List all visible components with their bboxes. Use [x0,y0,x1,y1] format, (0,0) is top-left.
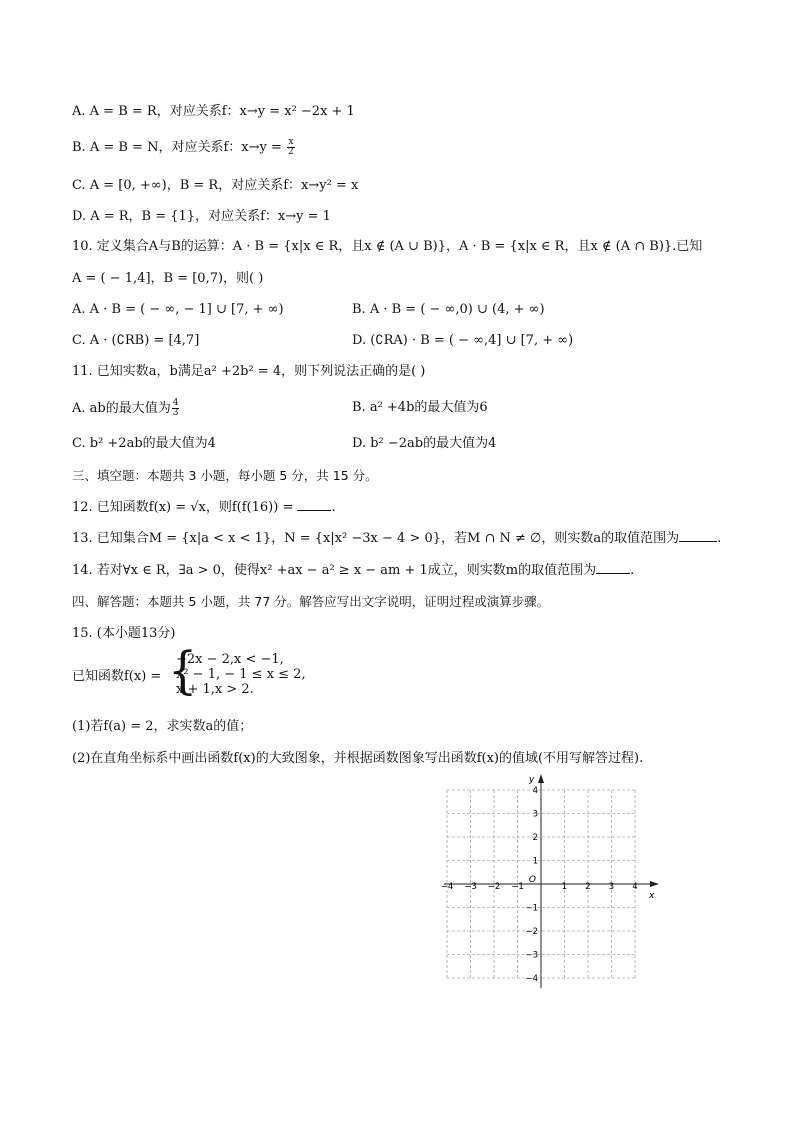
q11-option-c: C. b² +2ab的最大值为4 [72,436,216,451]
q15-piecewise-pieces [176,652,306,697]
y-tick-label: 1 [532,856,538,867]
q14-text: 14. 若对∀x ∈ R，∃a > 0，使得x² +ax − a² ≥ x − am + 1成立，则实数m的取值范围为 [72,563,597,578]
y-axis-arrow [538,774,544,783]
q15-piecewise-brace: { [168,640,198,700]
x-tick-label: 2 [585,882,591,892]
q11-a-frac-den: 3 [172,408,179,418]
q11-option-b: B. a² +4b的最大值为6 [352,400,488,415]
q15-function-prefix: 已知函数f(x) = [72,669,162,684]
q14-answer-blank[interactable] [596,561,630,574]
q9-b-frac-num: x [288,137,294,147]
q11-option-a [72,399,180,418]
q14-end: . [630,563,635,578]
q10-stem-line1: 10. 定义集合A与B的运算：A · B = {x|x ∈ R，且x ∉ (A ∪ B)}，A · B = {x|x ∈ R，且x ∉ (A ∩ B)}.已知 [72,239,703,254]
x-tick-label: −4 [440,882,454,892]
q11-option-a-text: A. ab的最大值为 [72,401,171,416]
x-axis-arrow [650,881,659,887]
axes [444,774,659,988]
q13-answer-blank[interactable] [679,529,717,542]
y-tick-label: 4 [532,786,538,796]
q13-text: 13. 已知集合M = {x|a < x < 1}，N = {x|x² −3x − 4 > 0}，若M ∩ N ≠ ∅，则实数a的取值范围为 [72,531,680,546]
tick-labels [441,775,655,984]
x-tick-label: −1 [511,882,524,892]
q11-a-frac-num: 4 [172,398,179,408]
q14 [72,561,634,580]
q15-title: 15. (本小题13分) [72,626,176,641]
q10-stem-line2: A = ( − 1,4]，B = [0,7)，则( ) [72,271,264,286]
q11-stem: 11. 已知实数a，b满足a² +2b² = 4，则下列说法正确的是( ) [72,364,426,379]
q9-option-b [72,138,296,157]
q13-end: . [717,531,722,546]
section-4-heading: 四、解答题：本题共 5 小题，共 77 分。解答应写出文字说明，证明过程或演算步骤。 [72,594,550,609]
q12-end: . [331,500,336,515]
q15-piece-1: −2x − 2,x < −1, [176,652,284,667]
q12-answer-blank[interactable] [297,498,331,511]
q15-part-1: (1)若f(a) = 2，求实数a的值； [72,719,253,734]
y-tick-label: −4 [525,974,538,984]
x-axis-label: x [649,891,655,901]
x-tick-label: −3 [464,882,477,892]
q10-option-b: B. A · B = ( − ∞,0) ∪ (4, + ∞) [352,302,545,317]
q12 [72,498,336,517]
q9-b-frac-den: 2 [288,147,294,157]
y-axis-label: y [529,775,535,785]
x-tick-label: 3 [608,882,615,892]
q15-piece-3: x + 1,x > 2. [176,682,254,697]
q10-option-a: A. A · B = ( − ∞, − 1] ∪ [7, + ∞) [72,302,284,317]
q11-option-a-fraction [172,399,180,418]
y-tick-label: 2 [532,833,538,843]
q10-option-d: D. (∁RA) · B = ( − ∞,4] ∪ [7, + ∞) [352,333,574,348]
section-3-heading: 三、填空题：本题共 3 小题，每小题 5 分，共 15 分。 [72,468,378,483]
q11-option-d: D. b² −2ab的最大值为4 [352,436,497,451]
y-tick-label: 3 [532,809,538,820]
q9-option-d: D. A = R，B = {1}，对应关系f：x→y = 1 [72,209,331,224]
origin-label: O [528,875,536,885]
x-tick-label: −2 [487,882,501,892]
q9-option-c: C. A = [0, +∞)，B = R，对应关系f：x→y² = x [72,178,359,193]
y-tick-label: −2 [525,927,538,937]
q9-option-b-fraction [287,138,295,157]
q13 [72,529,721,548]
q12-text: 12. 已知函数f(x) = √x，则f(f(16)) = [72,500,298,515]
q15-piece-2: x² − 1, − 1 ≤ x ≤ 2, [176,667,306,682]
q9-option-b-text: B. A = B = N，对应关系f：x→y = [72,140,286,155]
coordinate-grid [440,774,670,984]
q10-option-c: C. A · (∁RB) = [4,7] [72,333,200,348]
y-tick-label: −3 [525,950,538,961]
q15-part-2: (2)在直角坐标系中画出函数f(x)的大致图象，并根据函数图象写出函数f(x)的值域(不用写解答过程). [72,751,644,766]
y-tick-label: −1 [525,903,538,914]
x-tick-label: 1 [561,882,568,892]
x-tick-label: 4 [632,882,638,892]
q9-option-a: A. A = B = R，对应关系f：x→y = x² −2x + 1 [72,104,355,119]
